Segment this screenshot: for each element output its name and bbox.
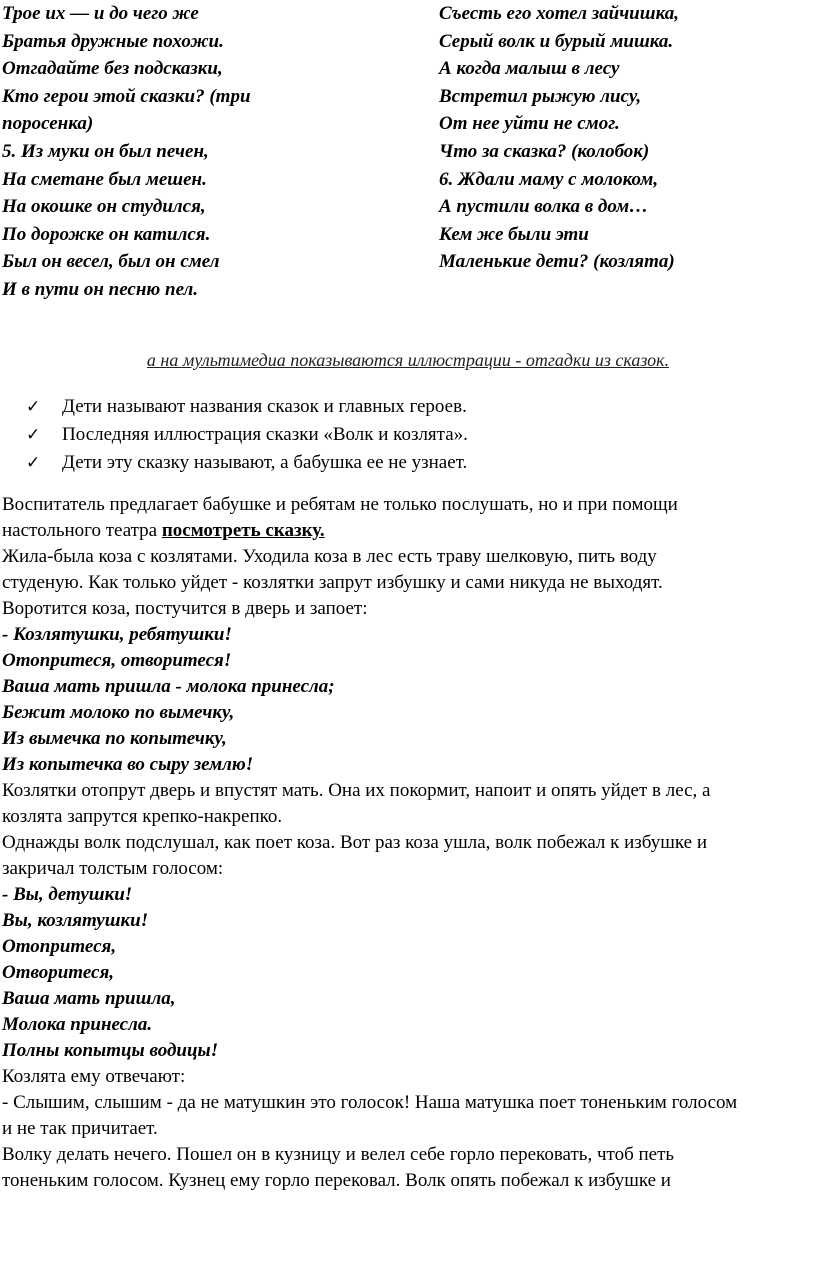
poem-line: Кто герои этой сказки? (три xyxy=(2,85,251,107)
check-icon: ✓ xyxy=(26,425,41,445)
poem-line: И в пути он песню пел. xyxy=(2,278,199,300)
song-line: - Вы, детушки! xyxy=(2,884,133,905)
watch-tale-emphasis: посмотреть сказку. xyxy=(161,520,325,541)
paragraph-line: Козлятки отопрут дверь и впустят мать. Она их покормит, напоит и опять уйдет в лес, а xyxy=(2,780,711,801)
poem-line: Маленькие дети? (козлята) xyxy=(439,251,675,273)
song-line: Отопритеся, xyxy=(2,936,117,957)
multimedia-caption: а на мультимедиа показываются иллюстрации - отгадки из сказок. xyxy=(146,350,670,370)
song-line: Ваша мать пришла, xyxy=(2,988,176,1009)
poem-line: А когда малыш в лесу xyxy=(439,58,620,80)
poem-line: От нее уйти не смог. xyxy=(439,113,620,135)
riddles-right-column xyxy=(439,0,679,276)
paragraph-line: тоненьким голосом. Кузнец ему горло перековал. Волк опять побежал к избушке и xyxy=(2,1170,671,1191)
riddles-left-column xyxy=(2,0,251,304)
paragraph-line: Однажды волк подслушал, как поет коза. Вот раз коза ушла, волк побежал к избушке и xyxy=(2,832,707,853)
paragraph-line: Жила-была коза с козлятами. Уходила коза в лес есть траву шелковую, пить воду xyxy=(2,546,657,567)
paragraph-line: студеную. Как только уйдет - козлятки запрут избушку и сами никуда не выходят. xyxy=(2,572,663,593)
song-line: Из копытечка во сыру землю! xyxy=(2,754,254,775)
song-line: Бежит молоко по вымечку, xyxy=(2,702,235,723)
checklist xyxy=(26,393,468,477)
poem-line: поросенка) xyxy=(2,113,94,135)
check-icon: ✓ xyxy=(26,453,41,473)
poem-line: Был он весел, был он смел xyxy=(2,251,220,273)
checklist-item xyxy=(26,421,468,449)
poem-line: Трое их — и до чего же xyxy=(2,3,199,24)
paragraph-line: и не так причитает. xyxy=(2,1118,158,1139)
poem-line: По дорожке он катился. xyxy=(2,223,211,245)
checklist-item-text: Дети эту сказку называют, а бабушка ее не узнает. xyxy=(62,452,468,473)
paragraph-line: Козлята ему отвечают: xyxy=(2,1066,186,1087)
poem-line: Встретил рыжую лису, xyxy=(439,85,642,107)
checklist-item xyxy=(26,449,468,477)
song-line: Отопритеся, отворитеся! xyxy=(2,650,232,671)
song-line: Полны копытцы водицы! xyxy=(2,1040,219,1061)
paragraph-line: Волку делать нечего. Пошел он в кузницу и велел себе горло перековать, чтоб петь xyxy=(2,1144,675,1165)
poem-line: Серый волк и бурый мишка. xyxy=(439,30,674,52)
poem-line: 5. Из муки он был печен, xyxy=(2,140,209,162)
paragraph-line: козлята запрутся крепко-накрепко. xyxy=(2,806,283,827)
poem-line: На сметане был мешен. xyxy=(2,168,207,190)
paragraph-line: Воспитатель предлагает бабушке и ребятам не только послушать, но и при помощи xyxy=(2,494,678,515)
song-line: Молока принесла. xyxy=(2,1014,153,1035)
paragraph-line xyxy=(2,518,816,544)
song-line: - Козлятушки, ребятушки! xyxy=(2,624,232,645)
poem-line: На окошке он студился, xyxy=(2,196,206,218)
poem-line: А пустили волка в дом… xyxy=(439,196,649,218)
checklist-item xyxy=(26,393,468,421)
paragraph-line: закричал толстым голосом: xyxy=(2,858,224,879)
poem-line: Съесть его хотел зайчишка, xyxy=(439,3,679,24)
poem-line: 6. Ждали маму с молоком, xyxy=(439,168,659,190)
song-line: Отворитеся, xyxy=(2,962,114,983)
poem-line: Братья дружные похожи. xyxy=(2,30,224,52)
paragraph-line: - Слышим, слышим - да не матушкин это голосок! Наша матушка поет тоненьким голосом xyxy=(2,1092,738,1113)
paragraph-line: Воротится коза, постучится в дверь и запоет: xyxy=(2,598,368,619)
story-body xyxy=(2,492,816,1194)
checklist-item-text: Последняя иллюстрация сказки «Волк и козлята». xyxy=(62,424,468,445)
poem-line: Что за сказка? (колобок) xyxy=(439,140,650,162)
song-line: Ваша мать пришла - молока принесла; xyxy=(2,676,335,697)
checklist-item-text: Дети называют названия сказок и главных героев. xyxy=(62,396,467,417)
song-line: Вы, козлятушки! xyxy=(2,910,149,931)
poem-line: Кем же были эти xyxy=(439,223,589,245)
song-line: Из вымечка по копытечку, xyxy=(2,728,227,749)
intro-text: настольного театра xyxy=(2,520,162,541)
check-icon: ✓ xyxy=(26,397,41,417)
poem-line: Отгадайте без подсказки, xyxy=(2,58,223,80)
